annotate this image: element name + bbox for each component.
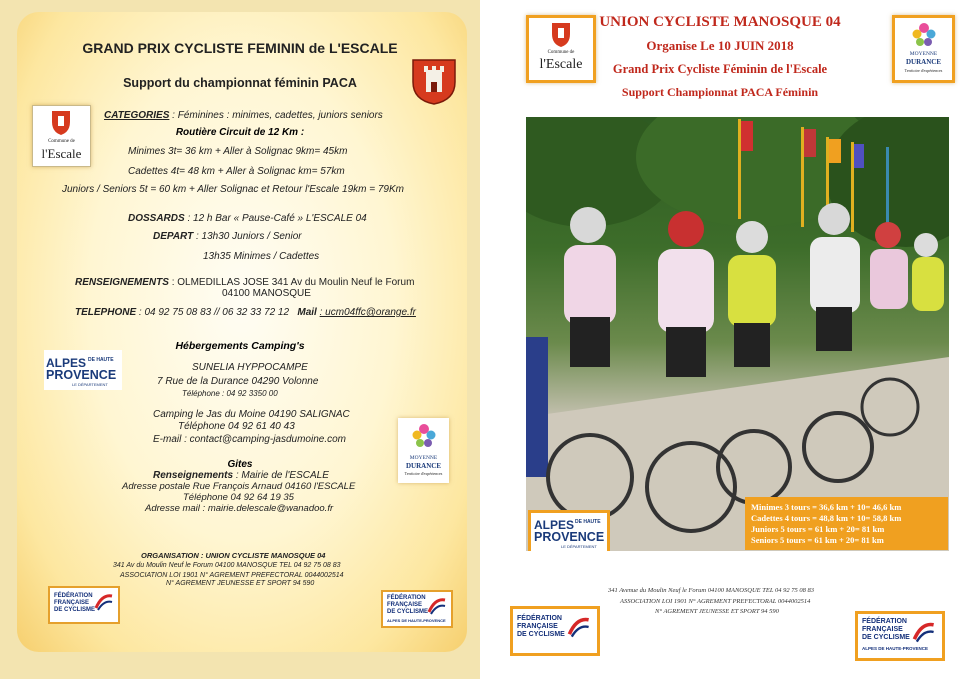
depart-label: DEPART — [153, 231, 194, 242]
ffc-line2: FRANÇAISE — [54, 600, 90, 606]
escale-small-text: Commune de — [547, 50, 575, 55]
ffc-logo-left — [48, 586, 120, 624]
escale-small-text: Commune de — [48, 139, 75, 144]
alpes-de-haute: DE HAUTE — [88, 357, 114, 363]
ffc-line3: DE CYCLISME — [517, 631, 565, 638]
left-footer-line: 341 Av du Moulin Neuf le Forum 04100 MANOSQUE TEL 04 92 75 08 83 — [113, 562, 341, 569]
alpes-word: ALPES — [534, 518, 575, 532]
peloton-illustration — [526, 117, 949, 551]
gites-email[interactable]: Adresse mail : mairie.delescale@wanadoo.fr — [145, 503, 334, 514]
camping2-email[interactable]: E-mail : contact@camping-jasdumoine.com — [153, 434, 347, 445]
gites-heading: Gites — [227, 459, 253, 470]
ffc-swoosh-icon — [427, 596, 447, 616]
ffc-swoosh-icon — [567, 615, 591, 639]
ffc-line1: FÉDÉRATION — [862, 618, 907, 625]
ffc-line2: FRANÇAISE — [387, 602, 423, 608]
renseignements-line — [75, 277, 414, 288]
right-footer-line: N° AGREMENT JEUNESSE ET SPORT 94 590 — [655, 608, 779, 615]
telephone-value: : 04 92 75 08 83 // 06 32 33 72 12 — [138, 307, 290, 318]
ffc-line1: FÉDÉRATION — [54, 593, 93, 599]
distance-row: Seniors 5 tours = 61 km + 20= 81 km — [751, 535, 884, 545]
gites-rens-value: : Mairie de l'ESCALE — [235, 470, 329, 481]
camping2-phone: Téléphone 04 92 61 40 43 — [178, 421, 295, 432]
camping1-address: 7 Rue de la Durance 04290 Volonne — [157, 376, 319, 387]
flower-petals-icon — [409, 422, 439, 450]
territoire-text: Territoire d'expériences — [904, 68, 943, 73]
categories-line — [104, 110, 383, 121]
distance-row: Juniors 5 tours = 61 km + 20= 81 km — [751, 524, 885, 534]
right-event-title: Grand Prix Cycliste Féminin de l'Escale — [612, 62, 828, 76]
gites-rens-label: Renseignements — [153, 470, 234, 481]
camping1-name: SUNELIA HYPPOCAMPE — [192, 362, 308, 373]
provence-word: PROVENCE — [46, 368, 117, 382]
ffc-line4: ALPES DE HAUTE-PROVENCE — [862, 646, 929, 651]
alpes-de-haute: DE HAUTE — [575, 519, 601, 525]
dossards-line — [128, 213, 367, 224]
alpes-departement: LE DÉPARTEMENT — [72, 382, 108, 387]
ffc-logo-right-1 — [510, 606, 600, 656]
camping1-phone: Téléphone : 04 92 3350 00 — [182, 389, 278, 398]
durance-text: DURANCE — [406, 462, 441, 470]
mail-value[interactable]: : ucm04ffc@orange.fr — [319, 307, 416, 318]
alpes-haute-provence-logo-left — [44, 350, 122, 390]
distance-line: Cadettes 4t= 48 km + Aller à Solignac km= 57km — [128, 166, 345, 177]
renseignements-label: RENSEIGNEMENTS — [75, 277, 169, 288]
escale-coat-of-arms-icon — [411, 58, 457, 106]
ffc-line3: DE CYCLISME — [54, 607, 96, 613]
left-title: GRAND PRIX CYCLISTE FEMININ de L'ESCALE — [82, 40, 398, 56]
gites-phone: Téléphone 04 92 64 19 35 — [183, 492, 294, 503]
depart-line — [153, 231, 302, 242]
categories-value: : Féminines : minimes, cadettes, juniors seniors — [169, 110, 383, 121]
durance-text: DURANCE — [906, 58, 941, 66]
right-footer-line: 341 Avenue du Moulin Neuf le Forum 04100 MANOSQUE TEL 04 92 75 08 83 — [608, 587, 814, 594]
cyclists-photo — [526, 117, 949, 551]
right-footer-line: ASSOCIATION LOI 1901 N° AGREMENT PREFECTORAL 0044002514 — [620, 598, 811, 605]
right-title-club: UNION CYCLISTE MANOSQUE 04 — [599, 14, 841, 30]
renseignements-value-2: 04100 MANOSQUE — [222, 288, 311, 299]
dossards-label: DOSSARDS — [128, 213, 185, 224]
organisation-heading: ORGANISATION : UNION CYCLISTE MANOSQUE 04 — [141, 551, 326, 560]
provence-word: PROVENCE — [534, 530, 605, 544]
distance-row: Cadettes 4 tours = 48,8 km + 10= 58,8 km — [751, 513, 902, 523]
moyenne-durance-logo-left — [398, 418, 449, 483]
distance-line: Juniors / Seniors 5t = 60 km + Aller Solignac et Retour l'Escale 19km = 79Km — [62, 184, 404, 195]
ffc-swoosh-icon — [94, 592, 114, 612]
gites-rens-line — [153, 470, 329, 481]
ffc-line4: ALPES DE HAUTE-PROVENCE — [387, 618, 446, 623]
left-subtitle: Support du championnat féminin PACA — [123, 76, 357, 90]
distance-row: Minimes 3 tours = 36,6 km + 10= 46,6 km — [751, 502, 902, 512]
telephone-line — [75, 307, 416, 318]
moyenne-text: MOYENNE — [909, 51, 938, 57]
ffc-line1: FÉDÉRATION — [387, 595, 426, 601]
ffc-logo-right-2 — [855, 611, 945, 661]
depart-value-2: 13h35 Minimes / Cadettes — [203, 251, 320, 262]
categories-label: CATEGORIES — [104, 110, 170, 121]
hebergements-heading: Hébergements Camping's — [175, 340, 305, 352]
escale-big-text: l'Escale — [41, 146, 82, 161]
alpes-word: ALPES — [46, 356, 87, 370]
telephone-label: TELEPHONE — [75, 307, 137, 318]
alpes-departement: LE DÉPARTEMENT — [561, 544, 597, 549]
right-header — [480, 0, 960, 110]
distances-box — [745, 497, 948, 550]
dossards-value: : 12 h Bar « Pause-Café » L'ESCALE 04 — [187, 213, 367, 224]
ffc-swoosh-icon — [912, 620, 936, 644]
gites-address: Adresse postale Rue François Arnaud 04160 l'ESCALE — [122, 481, 356, 492]
territoire-text: Territoire d'expériences — [404, 471, 443, 476]
renseignements-value: : OLMEDILLAS JOSE 341 Av du Moulin Neuf le Forum — [171, 277, 415, 288]
alpes-haute-provence-logo-right — [528, 510, 610, 551]
left-footer-line: ASSOCIATION LOI 1901 N° AGREMENT PREFECTORAL 0044002514 — [120, 572, 344, 579]
camping2-name: Camping le Jas du Moine 04190 SALIGNAC — [153, 409, 350, 420]
circuit-heading: Routière Circuit de 12 Km : — [175, 127, 305, 138]
ffc-line3: DE CYCLISME — [862, 634, 910, 641]
ffc-line2: FRANÇAISE — [862, 626, 903, 633]
ffc-line2: FRANÇAISE — [517, 623, 558, 630]
right-date-line: Organise Le 10 JUIN 2018 — [646, 38, 794, 53]
ffc-logo-left-2 — [381, 590, 453, 628]
depart-value: : 13h30 Juniors / Senior — [195, 231, 302, 242]
distance-line: Minimes 3t= 36 km + Aller à Solignac 9km= 45km — [128, 146, 348, 157]
mail-label: Mail — [297, 307, 317, 318]
ffc-line1: FÉDÉRATION — [517, 615, 562, 622]
ffc-line3: DE CYCLISME — [387, 609, 429, 615]
left-footer-line: N° AGREMENT JEUNESSE ET SPORT 94 590 — [166, 580, 315, 587]
right-event-subtitle: Support Championnat PACA Féminin — [621, 85, 819, 99]
escale-big-text: l'Escale — [539, 57, 583, 72]
moyenne-text: MOYENNE — [409, 455, 438, 461]
